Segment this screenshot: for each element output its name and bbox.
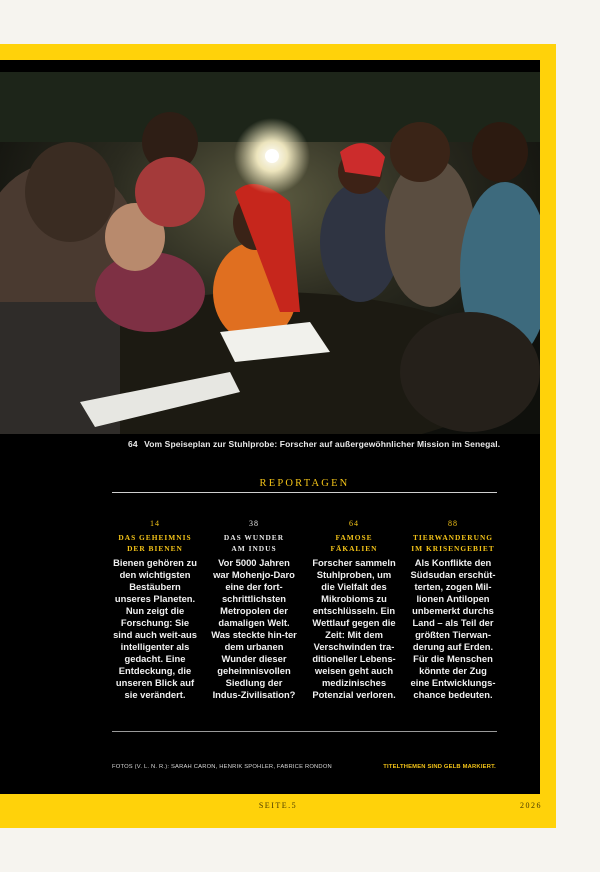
article-teaser-indus[interactable] [211, 519, 297, 701]
yellow-border-frame [0, 44, 556, 828]
article-title-line: TIERWANDERUNG [412, 533, 494, 542]
article-teaser-migration[interactable] [410, 519, 496, 701]
section-heading: REPORTAGEN [259, 478, 350, 489]
divider-bottom [112, 731, 497, 732]
article-title [311, 532, 397, 554]
article-teaser-text: Als Konflikte den Südsudan erschüt-terten, zogen Mil-lionen Antilopen unbemerkt durchs Land – als Teil der größten Tierwan-derung auf Erden. Für die Menschen könnte der Zug eine Entwicklungs-chance bedeuten. [410, 557, 496, 700]
divider-top [112, 492, 497, 493]
photo-caption [128, 439, 528, 449]
article-title-line: DER BIENEN [127, 544, 183, 553]
article-page-number: 38 [249, 519, 259, 528]
caption-page-number: 64 [128, 439, 138, 449]
article-title-line: FÄKALIEN [330, 544, 378, 553]
article-teaser-microbiome[interactable] [311, 519, 397, 701]
footer-page-label: SEITE.5 [258, 801, 298, 810]
article-page-number: 14 [150, 519, 160, 528]
contents-panel [0, 60, 540, 794]
article-title-line: FAMOSE [335, 533, 373, 542]
photo-credits: FOTOS (V. L. N. R.): SARAH CARON, HENRIK SPOHLER, FABRICE RONDON [112, 764, 332, 770]
caption-text: Vom Speiseplan zur Stuhlprobe: Forscher auf außergewöhnlicher Mission im Senegal. [144, 439, 501, 449]
article-title [410, 532, 496, 554]
article-title-line: DAS WUNDER [223, 533, 285, 542]
article-page-number: 88 [448, 519, 458, 528]
article-title-line: DAS GEHEIMNIS [118, 533, 192, 542]
article-teaser-bees[interactable] [112, 519, 198, 701]
article-teaser-text: Forscher sammeln Stuhlproben, um die Vielfalt des Mikrobioms zu entschlüsseln. Ein Wettlauf gegen die Zeit: Mit dem Verschwinden tra-ditioneller Lebens-weisen geht auch medizinisches Potenzial verloren. [312, 557, 396, 700]
article-page-number: 64 [349, 519, 359, 528]
article-title [211, 532, 297, 554]
article-title-line: AM INDUS [231, 544, 277, 553]
article-title-line: IM KRISENGEBIET [411, 544, 495, 553]
footer-year: 2026 [520, 801, 542, 810]
cover-topics-note: TITELTHEMEN SIND GELB MARKIERT. [383, 764, 496, 770]
article-teaser-text: Bienen gehören zu den wichtigsten Bestäubern unseres Planeten. Nun zeigt die Forschung: Sie sind auch weit-aus intelligenter als gedacht. Eine Entdeckung, die unseren Blick auf sie verändert. [113, 557, 197, 700]
hero-photo [0, 72, 540, 434]
article-title [112, 532, 198, 554]
article-teaser-text: Vor 5000 Jahren war Mohenjo-Daro eine der fort-schrittlichsten Metropolen der damaligen Welt. Was steckte hin-ter dem urbanen Wunder dieser geheimnisvollen Siedlung der Indus-Zivilisation? [211, 557, 297, 700]
